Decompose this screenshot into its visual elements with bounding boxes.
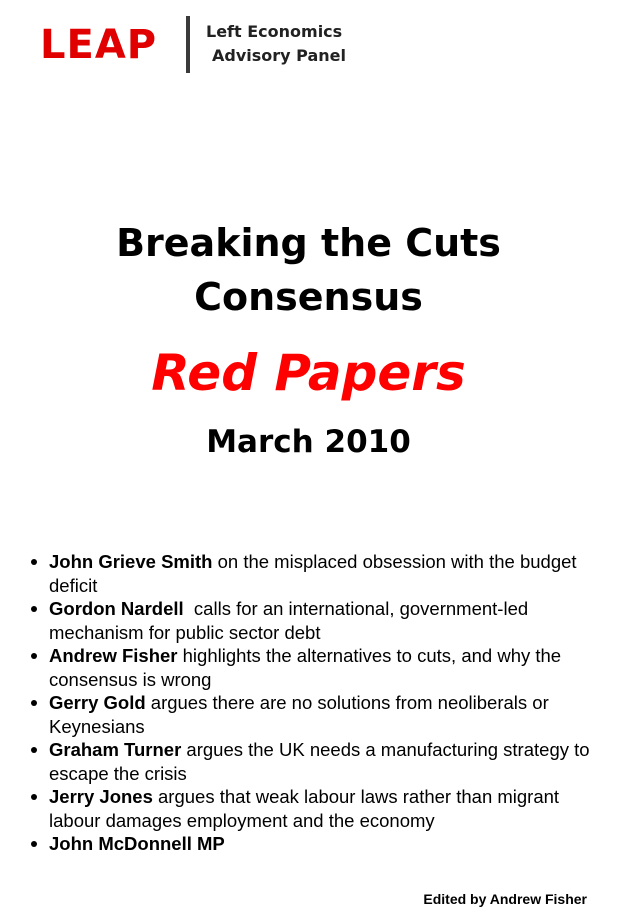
contributor-name: Gerry Gold <box>49 692 146 713</box>
list-item <box>30 644 590 691</box>
contributor-description: argues the UK needs a manufacturing strategy to escape the crisis <box>49 739 590 784</box>
bullet-icon <box>31 794 37 800</box>
document-title <box>0 216 617 324</box>
contributor-name: John McDonnell MP <box>49 833 225 854</box>
bullet-icon <box>31 700 37 706</box>
contributor-name: Andrew Fisher <box>49 645 178 666</box>
title-line1: Breaking the Cuts <box>116 221 501 265</box>
contributor-description: highlights the alternatives to cuts, and why the consensus is wrong <box>49 645 562 690</box>
bullet-icon <box>31 606 37 612</box>
list-item <box>30 832 590 856</box>
series-title: Red Papers <box>151 344 466 402</box>
contributor-name: Gordon Nardell <box>49 598 184 619</box>
contributor-description: on the misplaced obsession with the budget deficit <box>49 551 577 596</box>
bullet-icon <box>31 559 37 565</box>
list-item <box>30 785 590 832</box>
logo-subtitle-line1: Left Economics <box>206 22 343 41</box>
bullet-icon <box>31 653 37 659</box>
logo-subtitle-line2: Advisory Panel <box>212 46 346 65</box>
contributor-description: calls for an international, government-led mechanism for public sector debt <box>49 598 534 643</box>
logo-divider <box>186 16 190 73</box>
list-item <box>30 597 590 644</box>
contributor-description: argues that weak labour laws rather than migrant labour damages employment and the economy <box>49 786 560 831</box>
contributor-name: John Grieve Smith <box>49 551 213 572</box>
contributor-name: Jerry Jones <box>49 786 153 807</box>
logo-wordmark: LEAP <box>40 22 158 68</box>
list-item <box>30 550 590 597</box>
title-line2: Consensus <box>194 275 423 319</box>
contributor-name: Graham Turner <box>49 739 182 760</box>
editor-credit: Edited by Andrew Fisher <box>423 891 587 907</box>
publication-date: March 2010 <box>206 424 411 460</box>
list-item <box>30 691 590 738</box>
contributor-description: argues there are no solutions from neoliberals or Keynesians <box>49 692 549 737</box>
logo-subtitle <box>206 20 406 68</box>
bullet-icon <box>31 841 37 847</box>
bullet-icon <box>31 747 37 753</box>
list-item <box>30 738 590 785</box>
contributor-list <box>30 550 590 856</box>
